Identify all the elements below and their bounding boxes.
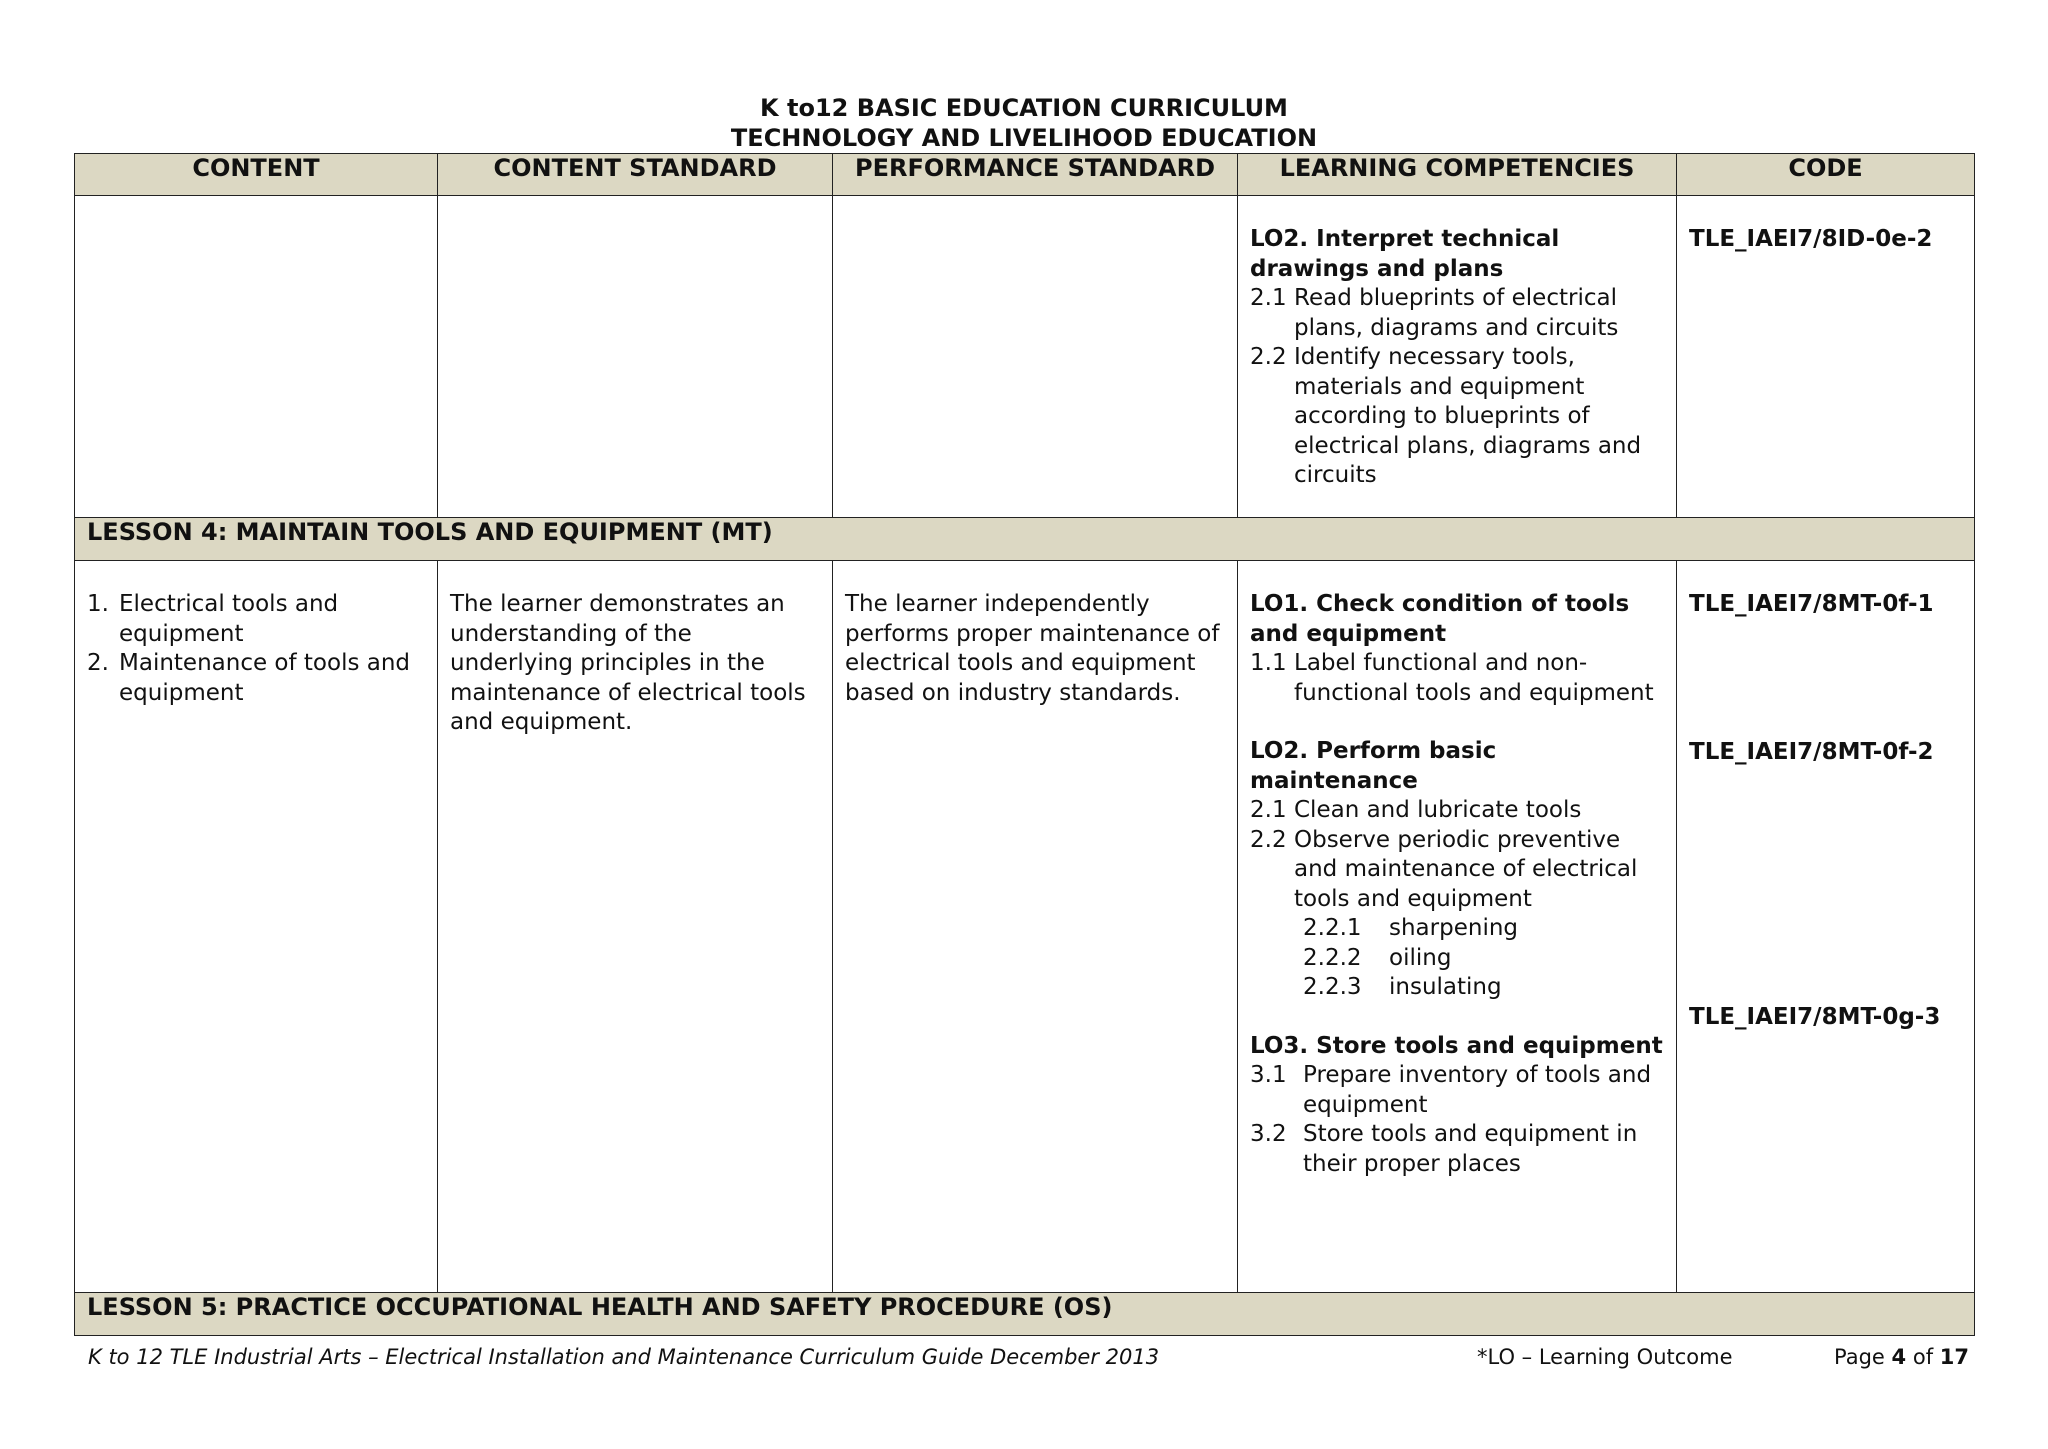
- code-cell: TLE_IAEI7/8ID-0e-2: [1677, 196, 1975, 518]
- competency-subitem: [1250, 973, 1664, 1003]
- col-header-learning-competencies: LEARNING COMPETENCIES: [1238, 154, 1677, 196]
- item-number: 2.2.1: [1303, 915, 1362, 941]
- page-word: Page: [1834, 1345, 1885, 1369]
- item-text: insulating: [1389, 974, 1502, 1000]
- content-standard-cell: [438, 196, 833, 518]
- competency-item: [1250, 284, 1664, 343]
- content-cell: [75, 196, 438, 518]
- header-row: [75, 154, 1975, 196]
- content-standard-cell: The learner demonstrates an understanding of the underlying principles in the maintenance of electrical tools and equipment.: [438, 561, 833, 1293]
- lo-title: LO3. Store tools and equipment: [1250, 1032, 1663, 1059]
- performance-standard-cell: [833, 196, 1238, 518]
- competency-item: [1250, 796, 1664, 826]
- item-text: Prepare inventory of tools and equipment: [1303, 1062, 1652, 1118]
- lo-title: LO2. Perform basic maintenance: [1250, 738, 1497, 794]
- page-total: 17: [1939, 1345, 1970, 1369]
- item-number: 3.2: [1250, 1121, 1287, 1147]
- lesson-row: [75, 1293, 1975, 1336]
- competencies-cell: [1238, 196, 1677, 518]
- col-header-content-standard: CONTENT STANDARD: [438, 154, 833, 196]
- item-number: 2.2: [1250, 826, 1287, 853]
- item-number: 2.2.3: [1303, 974, 1362, 1000]
- table-row: [75, 561, 1975, 1293]
- content-list: [87, 590, 425, 708]
- item-number: 2.: [87, 650, 109, 676]
- item-text: Maintenance of tools and equipment: [119, 650, 411, 706]
- item-text: Identify necessary tools, materials and equipment according to blueprints of electrical plans, diagrams and circuits: [1294, 344, 1642, 488]
- competency-item: [1250, 826, 1664, 915]
- item-text: Store tools and equipment in their proper places: [1303, 1121, 1638, 1177]
- item-text: sharpening: [1389, 915, 1519, 941]
- competency-item: [1250, 343, 1664, 491]
- competencies-cell: [1238, 561, 1677, 1293]
- code-lo3: TLE_IAEI7/8MT-0g-3: [1689, 1004, 1941, 1030]
- item-number: 2.1: [1250, 285, 1287, 311]
- page-of: of: [1912, 1345, 1934, 1369]
- list-item: [87, 590, 425, 649]
- list-item: [87, 649, 425, 708]
- col-header-performance-standard: PERFORMANCE STANDARD: [833, 154, 1238, 196]
- competency-item: [1250, 1120, 1664, 1179]
- competency-item: [1250, 1061, 1664, 1120]
- col-header-code: CODE: [1677, 154, 1975, 196]
- footer-lo-note: *LO – Learning Outcome: [1477, 1345, 1733, 1369]
- item-number: 2.2: [1250, 344, 1287, 370]
- item-number: 2.2.2: [1303, 944, 1362, 971]
- performance-standard-cell: The learner independently performs proper maintenance of electrical tools and equipment based on industry standards.: [833, 561, 1238, 1293]
- curriculum-title: K to12 BASIC EDUCATION CURRICULUM: [760, 94, 1288, 122]
- item-text: Clean and lubricate tools: [1294, 797, 1582, 823]
- code-lo1: TLE_IAEI7/8MT-0f-1: [1689, 591, 1934, 617]
- footer-guide-title: K to 12 TLE Industrial Arts – Electrical Installation and Maintenance Curriculum Guide December 2013: [88, 1345, 1160, 1369]
- item-text: Label functional and non-functional tools and equipment: [1294, 650, 1654, 706]
- code-cell: [1677, 561, 1975, 1293]
- lesson-4-heading: LESSON 4: MAINTAIN TOOLS AND EQUIPMENT (MT): [75, 518, 1975, 561]
- page-current: 4: [1891, 1345, 1907, 1369]
- item-number: 2.1: [1250, 797, 1287, 823]
- item-text: Electrical tools and equipment: [119, 591, 339, 647]
- item-number: 1.1: [1250, 650, 1287, 676]
- col-header-content: CONTENT: [75, 154, 438, 196]
- item-text: Observe periodic preventive and maintenance of electrical tools and equipment: [1294, 826, 1638, 912]
- lo3-block: [1250, 1032, 1664, 1180]
- lo2-block: [1250, 737, 1664, 1003]
- table-row: [75, 196, 1975, 518]
- item-number: 3.1: [1250, 1062, 1287, 1088]
- code-lo2: TLE_IAEI7/8MT-0f-2: [1689, 738, 1934, 765]
- competency-subitem: [1250, 944, 1664, 974]
- lesson-5-heading: LESSON 5: PRACTICE OCCUPATIONAL HEALTH AND SAFETY PROCEDURE (OS): [75, 1293, 1975, 1336]
- lo1-block: [1250, 590, 1664, 708]
- curriculum-table: [74, 153, 1975, 1336]
- subject-title: TECHNOLOGY AND LIVELIHOOD EDUCATION: [730, 124, 1318, 152]
- page-header: [0, 93, 2048, 153]
- item-number: 1.: [87, 591, 109, 617]
- item-text: Read blueprints of electrical plans, diagrams and circuits: [1294, 285, 1619, 341]
- footer-page-number: [1834, 1345, 1969, 1369]
- content-cell: [75, 561, 438, 1293]
- item-text: oiling: [1389, 944, 1452, 971]
- lo-title: LO1. Check condition of tools and equipment: [1250, 591, 1630, 647]
- competency-item: [1250, 649, 1664, 708]
- competency-subitem: [1250, 914, 1664, 944]
- lo-title: LO2. Interpret technical drawings and plans: [1250, 226, 1560, 282]
- lesson-row: [75, 518, 1975, 561]
